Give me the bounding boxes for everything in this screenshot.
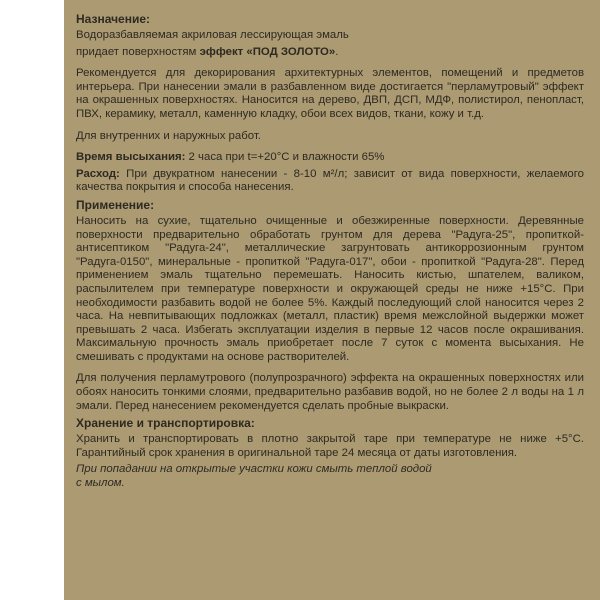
purpose-line-1: Водоразбавляемая акриловая лессирующая эмаль xyxy=(76,29,349,41)
safety-note-line-2: с мылом. xyxy=(76,477,125,490)
safety-note-line-1: При попадании на открытые участки кожи смыть теплой водой xyxy=(76,463,432,476)
application-heading: Применение: xyxy=(76,197,155,212)
drying-label: Время высыхания: xyxy=(76,151,186,164)
recommendation-paragraph: Рекомендуется для декорирования архитектурных элементов, помещений и предметов интерьера. При нанесении эмали в разбавленном виде достигается "перламутровый" эффект на окрашенных поверхностях. Наносится на дерево, ДВП, ДСП, МДФ, полистирол, пенопласт, ПВХ, керамику, металл, каменную кладку, обои всех видов, ткани, кожу и т.д. xyxy=(76,67,584,120)
storage-heading: Хранение и транспортировка: xyxy=(76,416,255,431)
application-paragraph-2: Для получения перламутрового (полупрозрачного) эффекта на окрашенных поверхностях или обоях наносить тонкими слоями, предварительно разбавив водой, но не более 2 л воды на 1 л эмали. Перед нанесением рекомендуется сделать пробные выкраски. xyxy=(76,372,584,412)
gold-effect-text: эффект «ПОД ЗОЛОТО» xyxy=(199,45,336,58)
drying-text: 2 часа при t=+20°С и влажности 65% xyxy=(185,151,385,164)
indoor-outdoor-text: Для внутренних и наружных работ. xyxy=(76,129,261,142)
purpose-line-2 xyxy=(76,46,584,60)
purpose-heading: Назначение: xyxy=(76,12,151,26)
drying-time xyxy=(76,151,584,165)
consumption-label: Расход: xyxy=(76,167,120,180)
storage-paragraph: Хранить и транспортировать в плотно закрытой таре при температуре не ниже +5°С. Гарантийный срок хранения в оригинальной таре 24 месяца от даты изготовления. xyxy=(76,433,584,459)
purpose-line-2-pre: придает поверхностям xyxy=(76,45,200,58)
consumption-text: При двукратном нанесении - 8-10 м²/л; зависит от вида поверхности, желаемого качества покрытия и способа нанесения. xyxy=(76,167,584,194)
product-label xyxy=(64,0,600,600)
consumption xyxy=(76,168,584,195)
purpose-line-2-post: . xyxy=(335,45,339,58)
application-paragraph-1: Наносить на сухие, тщательно очищенные и обезжиренные поверхности. Деревянные поверхности предварительно обработать грунтом для дерева "Радуга-25", пропиткой-антисептиком "Радуга-24", металлические загрунтовать антикоррозионным грунтом "Радуга-0150", минеральные - пропиткой "Радуга-017", обои - пропиткой "Радуга-28". Перед применением эмаль тщательно перемешать. Наносить кистью, шпателем, валиком, распылителем при температуре поверхности и окружающей среды не ниже +15°С. При необходимости разбавить водой не более 5%. Каждый последующий слой наносится через 2 часа. На невпитывающих подложках (металл, пластик) время межслойной выдержки может превышать 2 часа. Избегать эксплуатации изделия в первые 12 часов после окрашивания. Максимальную прочность эмаль приобретает после 7 суток с момента высыхания. Не смешивать с продуктами на основе растворителей. xyxy=(76,214,584,363)
